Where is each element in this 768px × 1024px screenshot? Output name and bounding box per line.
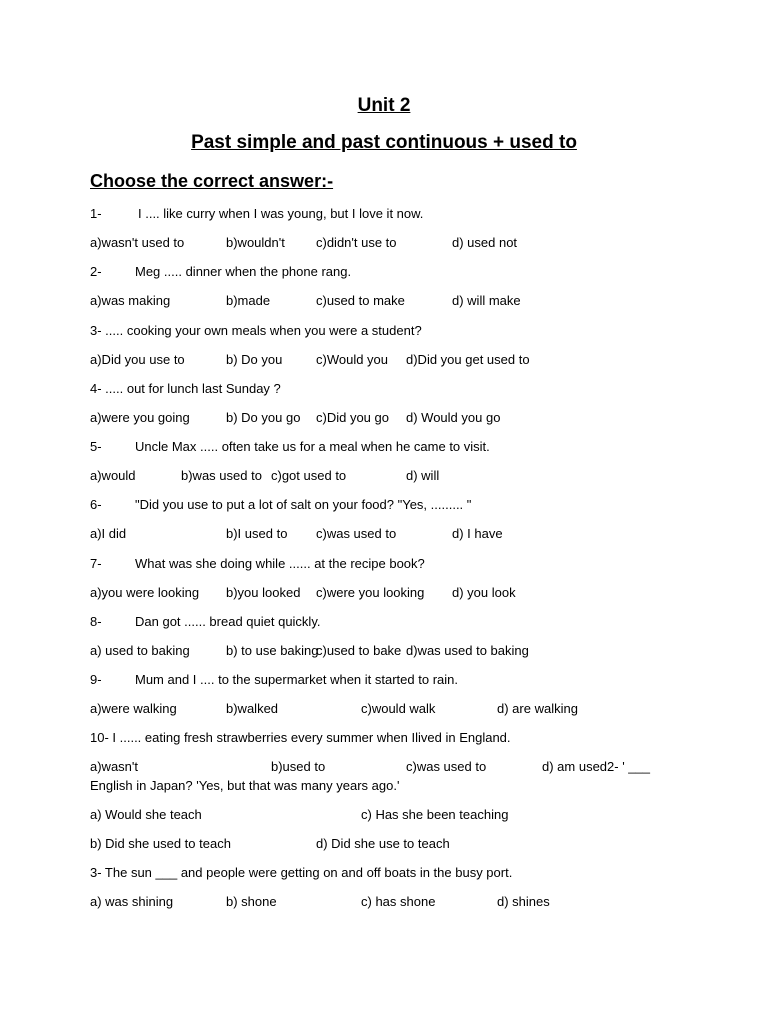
question-text: What was she doing while ...... at the recipe book? xyxy=(135,556,425,571)
option-b: b)made xyxy=(226,293,271,308)
option-a: a)would xyxy=(90,468,136,483)
question-number: 7- xyxy=(90,556,102,571)
option-d: d) will make xyxy=(452,293,521,308)
option-c: c)would walk xyxy=(361,701,436,716)
option-d: d) used not xyxy=(452,235,518,250)
option-c: c)got used to xyxy=(271,468,347,483)
option-b: b)walked xyxy=(226,701,279,716)
option-a: a)wasn't xyxy=(90,759,139,774)
option-a: a)wasn't used to xyxy=(90,235,185,250)
option-d: d) I have xyxy=(452,526,503,541)
option-a: a) used to baking xyxy=(90,643,190,658)
question-text: 10- I ...... eating fresh strawberries every summer when Ilived in England. xyxy=(90,730,511,745)
option-b: b) Do you go xyxy=(226,410,301,425)
question-number: 1- xyxy=(90,206,102,221)
option-b: b)wouldn't xyxy=(226,235,285,250)
option-a: a)you were looking xyxy=(90,585,200,600)
option-d: d) Did she use to teach xyxy=(316,836,450,851)
option-a: a)were you going xyxy=(90,410,190,425)
question-number: 9- xyxy=(90,672,102,687)
option-c: c)was used to xyxy=(406,759,487,774)
option-c: c)Did you go xyxy=(316,410,389,425)
option-c: c)used to bake xyxy=(316,643,402,658)
worksheet-subtitle: Past simple and past continuous + used to xyxy=(191,132,577,153)
question-text: 3- The sun ___ and people were getting on and off boats in the busy port. xyxy=(90,865,513,880)
option-b: b)used to xyxy=(271,759,326,774)
option-c: c)used to make xyxy=(316,293,405,308)
option-a: a)was making xyxy=(90,293,171,308)
option-a: a)were walking xyxy=(90,701,177,716)
question-text: Uncle Max ..... often take us for a meal when he came to visit. xyxy=(135,439,490,454)
option-b: b)was used to xyxy=(181,468,262,483)
option-b: b)you looked xyxy=(226,585,301,600)
question-number: 5- xyxy=(90,439,102,454)
option-b: b) to use baking xyxy=(226,643,319,658)
option-b: b)I used to xyxy=(226,526,288,541)
question-number: 2- xyxy=(90,264,102,279)
option-a: a)I did xyxy=(90,526,127,541)
option-c: c)Would you xyxy=(316,352,389,367)
option-b: b) Do you xyxy=(226,352,283,367)
option-d: d) will xyxy=(406,468,440,483)
instruction-heading: Choose the correct answer:- xyxy=(90,171,334,191)
question-text: 4- ..... out for lunch last Sunday ? xyxy=(90,381,281,396)
question-text: Mum and I .... to the supermarket when it started to rain. xyxy=(135,672,458,687)
option-c: c)was used to xyxy=(316,526,397,541)
option-c: c)were you looking xyxy=(316,585,425,600)
option-d: d) are walking xyxy=(497,701,578,716)
option-c: c) has shone xyxy=(361,894,436,909)
option-d: d) am used2- ' ___ xyxy=(542,759,650,774)
question-text: "Did you use to put a lot of salt on your food? "Yes, ......... " xyxy=(135,497,472,512)
question-text: I .... like curry when I was young, but I love it now. xyxy=(138,206,424,221)
option-d: d)was used to baking xyxy=(406,643,529,658)
option-c: c)didn't use to xyxy=(316,235,397,250)
unit-title: Unit 2 xyxy=(357,95,411,116)
option-b: b) Did she used to teach xyxy=(90,836,231,851)
question-text: English in Japan? 'Yes, but that was many years ago.' xyxy=(90,778,400,793)
question-number: 6- xyxy=(90,497,102,512)
question-text: Meg ..... dinner when the phone rang. xyxy=(135,264,352,279)
option-b: b) shone xyxy=(226,894,277,909)
option-d: d) you look xyxy=(452,585,516,600)
question-text: Dan got ...... bread quiet quickly. xyxy=(135,614,321,629)
question-text: 3- ..... cooking your own meals when you were a student? xyxy=(90,323,422,338)
option-d: d) shines xyxy=(497,894,550,909)
option-a: a) Would she teach xyxy=(90,807,202,822)
option-d: d) Would you go xyxy=(406,410,501,425)
option-a: a)Did you use to xyxy=(90,352,185,367)
question-number: 8- xyxy=(90,614,102,629)
option-a: a) was shining xyxy=(90,894,174,909)
option-d: d)Did you get used to xyxy=(406,352,530,367)
option-c: c) Has she been teaching xyxy=(361,807,509,822)
